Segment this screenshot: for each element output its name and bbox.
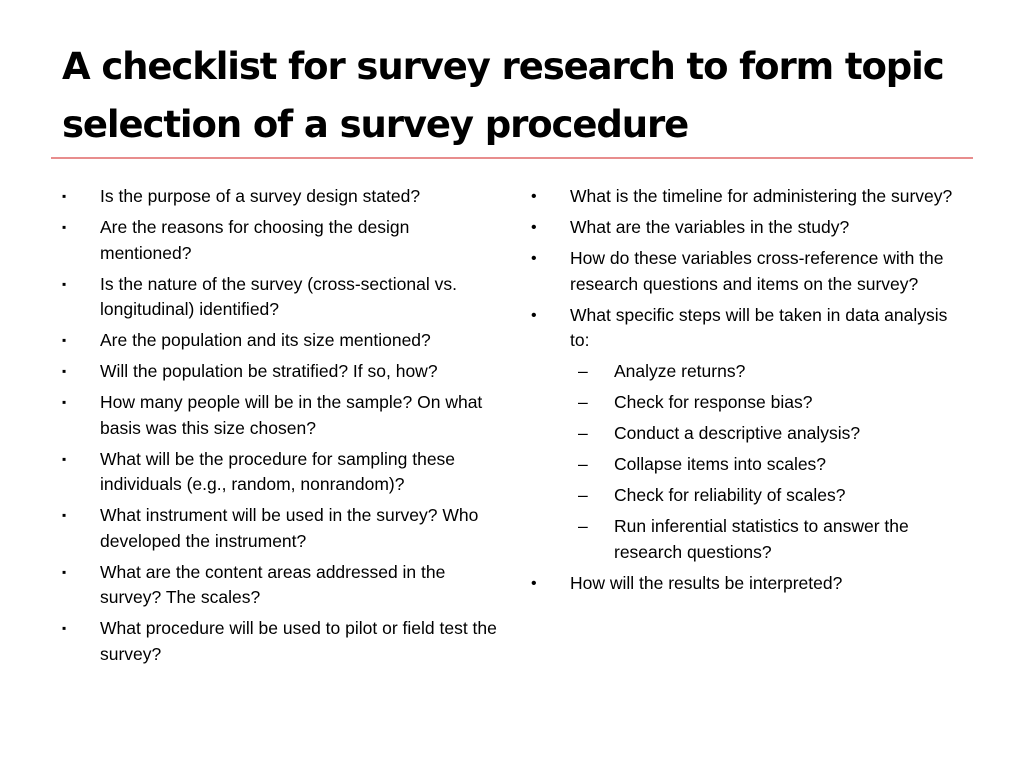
round-bullet-icon: •: [531, 250, 537, 267]
sublist-item: [530, 514, 970, 565]
list-item-text: What instrument will be used in the survey? Who developed the instrument?: [100, 505, 479, 551]
list-item: [62, 328, 502, 354]
list-item-text: Are the population and its size mentioned?: [100, 330, 431, 350]
sublist-item-text: Collapse items into scales?: [614, 454, 827, 474]
list-item-text: Is the nature of the survey (cross-sectional vs. longitudinal) identified?: [100, 273, 457, 319]
round-bullet-icon: •: [531, 574, 537, 592]
list-item-text: What will be the procedure for sampling these individuals (e.g., random, nonrandom)?: [100, 448, 456, 494]
slide-title: A checklist for survey research to form topic selection of a survey procedure: [62, 45, 944, 146]
list-item: [62, 616, 502, 667]
sublist-item: [530, 390, 970, 416]
list-item-text: How many people will be in the sample? On what basis was this size chosen?: [100, 392, 483, 438]
square-bullet-icon: ▪: [62, 189, 67, 203]
sublist-item-text: Analyze returns?: [614, 361, 746, 381]
sublist-item: [530, 359, 970, 385]
list-item-text: Will the population be stratified? If so, how?: [100, 361, 438, 381]
dash-bullet-icon: –: [578, 423, 588, 443]
sublist-container: [530, 359, 970, 565]
list-item-text: Is the purpose of a survey design stated?: [100, 186, 421, 206]
list-item: [530, 571, 970, 597]
list-item: [62, 503, 502, 554]
round-bullet-icon: •: [531, 306, 537, 324]
square-bullet-icon: ▪: [62, 333, 67, 347]
right-checklist: [530, 184, 970, 602]
square-bullet-icon: ▪: [62, 621, 67, 635]
list-item-text: What are the variables in the study?: [570, 217, 850, 237]
list-item-text: What are the content areas addressed in the survey? The scales?: [100, 561, 446, 607]
square-bullet-icon: ▪: [62, 508, 67, 522]
dash-bullet-icon: –: [578, 361, 588, 381]
dash-bullet-icon: –: [578, 485, 588, 505]
sublist-item-text: Check for response bias?: [614, 392, 813, 412]
list-item: [62, 447, 502, 498]
square-bullet-icon: ▪: [62, 564, 67, 579]
sublist-item-text: Run inferential statistics to answer the research questions?: [614, 516, 909, 562]
dash-bullet-icon: –: [578, 454, 588, 474]
left-checklist: [62, 184, 502, 673]
list-item-text: What procedure will be used to pilot or field test the survey?: [100, 618, 497, 664]
round-bullet-icon: •: [531, 219, 537, 236]
square-bullet-icon: ▪: [62, 364, 67, 378]
list-item: [62, 359, 502, 385]
sublist-item: [530, 452, 970, 478]
list-item: [530, 184, 970, 210]
sublist-item-text: Check for reliability of scales?: [614, 485, 846, 505]
analysis-steps-sublist: [530, 359, 970, 565]
list-item-text: How do these variables cross-reference with the research questions and items on the survey?: [570, 248, 944, 294]
square-bullet-icon: ▪: [62, 395, 67, 409]
list-item: [530, 215, 970, 241]
list-item: [62, 215, 502, 266]
list-item: [530, 246, 970, 297]
square-bullet-icon: ▪: [62, 220, 67, 234]
sublist-item-text: Conduct a descriptive analysis?: [614, 423, 861, 443]
list-item-text: What is the timeline for administering the survey?: [570, 186, 953, 206]
round-bullet-icon: •: [531, 188, 537, 205]
sublist-item: [530, 421, 970, 447]
list-item: [62, 272, 502, 323]
list-item: [62, 560, 502, 611]
sublist-item: [530, 483, 970, 509]
square-bullet-icon: ▪: [62, 451, 67, 466]
square-bullet-icon: ▪: [62, 276, 67, 291]
list-item-text: What specific steps will be taken in data analysis to:: [570, 304, 948, 350]
list-item: [62, 184, 502, 210]
title-divider: [51, 157, 973, 159]
list-item-text: How will the results be interpreted?: [570, 572, 843, 593]
dash-bullet-icon: –: [578, 392, 588, 412]
dash-bullet-icon: –: [578, 516, 588, 536]
list-item: [62, 390, 502, 441]
list-item: [530, 303, 970, 354]
list-item-text: Are the reasons for choosing the design mentioned?: [100, 217, 410, 263]
